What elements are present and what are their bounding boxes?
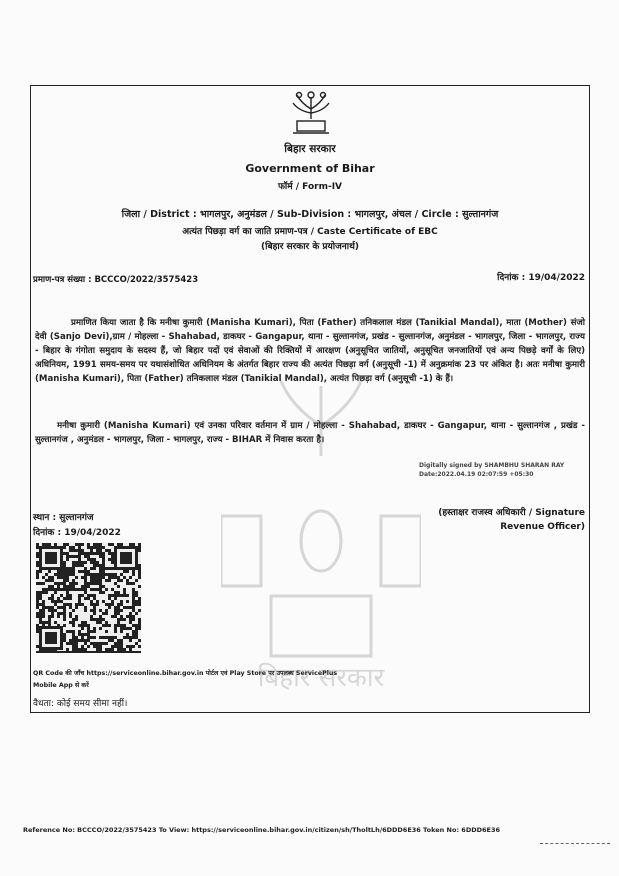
title-hindi: बिहार सरकार xyxy=(284,143,336,155)
purpose: (बिहार सरकार के प्रयोजनार्थ) xyxy=(261,242,359,252)
digital-signature-line-2: Date:2022.04.19 02:07:59 +05:30 xyxy=(419,471,534,478)
watermark-text: बिहार सरकार xyxy=(257,663,385,693)
signature-label-line-2: Revenue Officer) xyxy=(500,522,585,532)
place: स्थान : सुल्तानगंज xyxy=(33,513,94,523)
certificate-paragraph-1: प्रमाणित किया जाता है कि मनीषा कुमारी (Manisha Kumari), पिता (Father) तनिकलाल मंडल (Tanikial Mandal), माता (Mother) संजो देवी (Sanjo Devi),ग्राम / मोहल्ला - Shahabad, डाकघर - Gangapur, थाना - सुल्तानगंज, प्रखंड - सुल्तानगंज, अनुमंडल - भागलपुर, जिला - भागलपुर, राज्य - बिहार के गंगोता समुदाय के सदस्य हैं, जो बिहार पदों एवं सेवाओं की रिक्तियों में आरक्षण (अनुसूचित जातियों, अनुसूचित जनजातियों एवं अन्य पिछड़े वर्गों के लिए) अधिनियम, 1991 समय-समय पर यथासंशोधित अधिनियम के अंतर्गत बिहार राज्य की अत्यंत पिछड़ा वर्ग (अनुसूची -1) में अनुक्रमांक 23 पर अंकित है। अतः मनीषा कुमारी (Manisha Kumari), पिता (Father) तनिकलाल मंडल (Tanikial Mandal), अत्यंत पिछड़ा वर्ग (अनुसूची -1) के हैं। xyxy=(35,318,585,384)
location-line: जिला / District : भागलपुर, अनुमंडल / Sub-Division : भागलपुर, अंचल / Circle : सुल्तानगंज xyxy=(121,209,499,220)
title-english: Government of Bihar xyxy=(245,162,375,175)
certificate-number: प्रमाण-पत्र संख्या : BCCCO/2022/3575423 xyxy=(33,275,199,285)
certificate-frame xyxy=(30,85,590,713)
qr-note-2: Mobile App से करें xyxy=(33,682,89,689)
certificate-paragraph-2: मनीषा कुमारी (Manisha Kumari) एवं उनका परिवार वर्तमान में ग्राम / मोहल्ला - Shahabad, डाकघर - Gangapur, थाना - सुल्तानगंज , प्रखंड - सुल्तानगंज , अनुमंडल - भागलपुर, जिला - भागलपुर, राज्य - BIHAR में निवास करता है। xyxy=(35,421,585,445)
form-number: फॉर्म / Form-IV xyxy=(277,182,343,192)
signature-label xyxy=(438,506,585,534)
footer-reference: Reference No: BCCCO/2022/3575423 To View: https://serviceonline.bihar.gov.in/citizen/sh/TholtLh/6DDD6E36 Token No: 6DDD6E36 xyxy=(23,826,501,834)
certificate-title: अत्यंत पिछड़ा वर्ग का जाति प्रमाण-पत्र / Caste Certificate of EBC xyxy=(182,227,438,237)
signature-label-line-1: (हस्ताक्षर राजस्व अधिकारी / Signature xyxy=(438,508,585,518)
issue-date: दिनांक : 19/04/2022 xyxy=(497,273,585,283)
footer-line xyxy=(540,843,610,844)
validity: वैधता: कोई समय सीमा नहीं। xyxy=(33,699,128,709)
digital-signature-line-1: Digitally signed by SHAMBHU SHARAN RAY xyxy=(419,462,565,469)
qr-code xyxy=(36,543,141,653)
qr-note-1: QR Code की जाँच https://serviceonline.bihar.gov.in पोर्टल एवं Play Store पर उपलब्ध ServicePlus xyxy=(33,670,338,677)
place-date: दिनांक : 19/04/2022 xyxy=(33,528,121,538)
bihar-emblem-icon xyxy=(289,89,333,137)
digital-signature xyxy=(419,461,564,479)
